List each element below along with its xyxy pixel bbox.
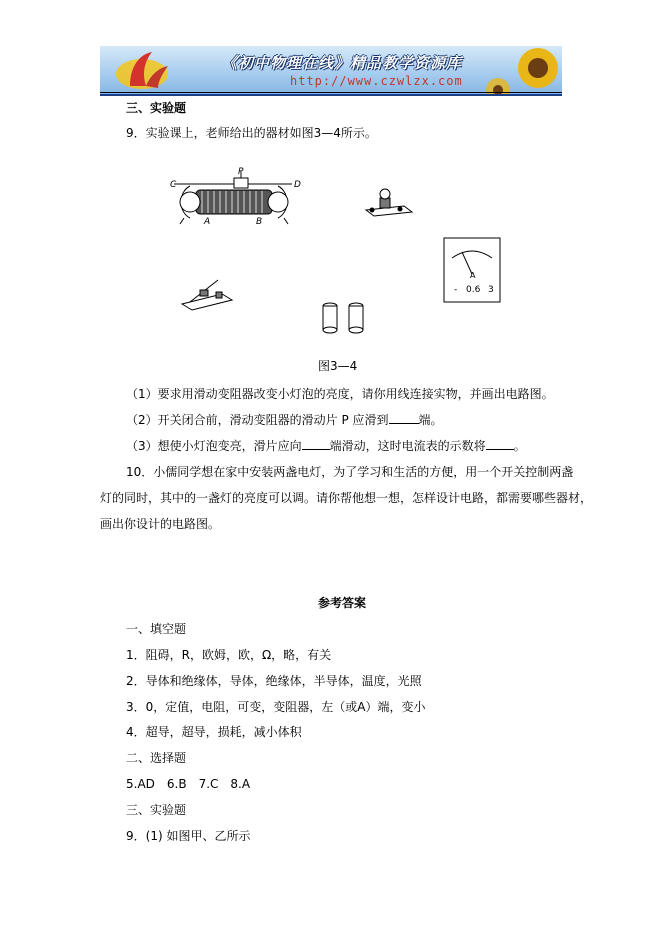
q9-part2-blank[interactable] bbox=[389, 412, 419, 424]
rheostat-label-b: B bbox=[256, 217, 263, 227]
q9-part3-blank-reading[interactable] bbox=[486, 438, 514, 450]
q9-part1: （1）要求用滑动变阻器改变小灯泡的亮度，请你用线连接实物，并画出电路图。 bbox=[126, 387, 554, 401]
answers-choice-heading: 二、选择题 bbox=[126, 751, 187, 765]
sunflower-icon bbox=[486, 48, 558, 94]
q9-part2-text: （2）开关闭合前，滑动变阻器的滑动片 P 应滑到 bbox=[126, 413, 389, 427]
q9-stem: 9．实验课上，老师给出的器材如图3—4所示。 bbox=[126, 126, 377, 140]
q10-line3: 画出你设计的电路图。 bbox=[100, 517, 221, 531]
bulb-holder-icon bbox=[366, 189, 412, 216]
q9-part3 bbox=[126, 438, 526, 454]
rheostat-icon bbox=[174, 171, 292, 224]
figure-caption: 图3—4 bbox=[318, 359, 358, 373]
q10-line2: 灯的同时，其中的一盏灯的亮度可以调。请你帮他想一想，怎样设计电路，都需要哪些器材， bbox=[100, 491, 593, 505]
q9-part3-end: 。 bbox=[513, 439, 526, 453]
rheostat-label-a: A bbox=[204, 217, 211, 227]
answer-4: 4．超导，超导，损耗，减小体积 bbox=[126, 725, 302, 739]
answer-9: 9．(1) 如图甲、乙所示 bbox=[126, 829, 251, 843]
answers-fill-heading: 一、填空题 bbox=[126, 622, 187, 636]
banner-url[interactable]: http://www.czwlzx.com bbox=[290, 74, 463, 88]
apparatus-figure bbox=[160, 162, 520, 342]
answers-title: 参考答案 bbox=[318, 596, 367, 610]
answers-exp-heading: 三、实验题 bbox=[126, 803, 187, 817]
q9-part3-text: （3）想使小灯泡变亮，滑片应向 bbox=[126, 439, 302, 453]
answer-1: 1．阻碍，R，欧姆，欧，Ω，略，有关 bbox=[126, 648, 332, 662]
logo-icon bbox=[116, 52, 168, 89]
answer-2: 2．导体和绝缘体，导体，绝缘体，半导体，温度，光照 bbox=[126, 674, 422, 688]
rheostat-label-d: D bbox=[294, 180, 301, 190]
q9-part3-mid: 端滑动，这时电流表的示数将 bbox=[329, 439, 486, 453]
answers-choice-values: 5.AD 6.B 7.C 8.A bbox=[126, 777, 251, 791]
q10-line1: 10．小儒同学想在家中安装两盏电灯，为了学习和生活的方便，用一个开关控制两盏 bbox=[126, 465, 574, 479]
rheostat-label-c: C bbox=[170, 180, 177, 190]
answer-3: 3．0，定值，电阻，可变，变阻器，左（或A）端，变小 bbox=[126, 700, 426, 714]
switch-icon bbox=[182, 280, 232, 310]
banner-title: 《初中物理在线》精品教学资源库 bbox=[222, 54, 463, 72]
battery-icon bbox=[323, 303, 363, 333]
q9-part2 bbox=[126, 412, 443, 428]
ammeter-terminal-minus: - bbox=[454, 285, 458, 295]
q9-part2-end: 端。 bbox=[418, 413, 443, 427]
header-divider bbox=[100, 92, 562, 93]
ammeter-terminal-mid: 0.6 bbox=[466, 285, 481, 295]
rheostat-label-p: P bbox=[238, 167, 244, 177]
ammeter-terminal-max: 3 bbox=[488, 285, 494, 295]
ammeter-unit-label: A bbox=[470, 271, 476, 280]
q9-part3-blank-direction[interactable] bbox=[302, 438, 330, 450]
header-banner bbox=[100, 46, 562, 96]
section-heading-experiment: 三、实验题 bbox=[126, 101, 187, 115]
